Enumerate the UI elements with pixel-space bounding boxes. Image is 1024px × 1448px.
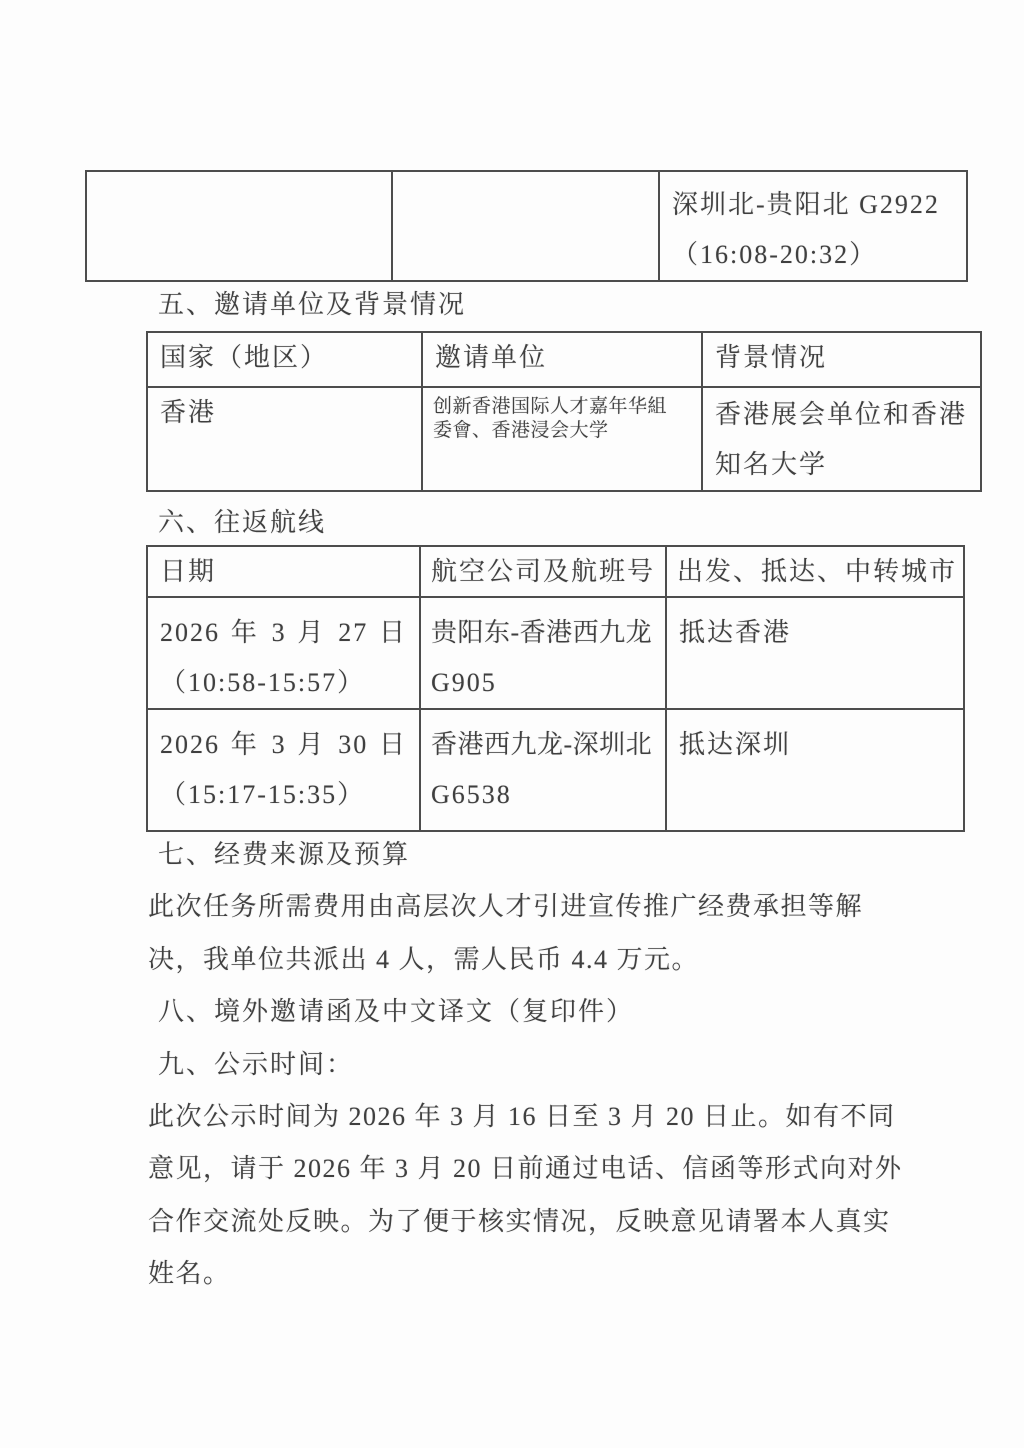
section-7-heading: 七、经费来源及预算 [158, 840, 411, 869]
section-8-heading: 八、境外邀请函及中文译文（复印件） [158, 997, 635, 1027]
flight-route-1: 贵阳东-香港西九龙 [431, 618, 653, 647]
date-text-2: 2026 年 3 月 30 日 [160, 730, 407, 759]
col-header-flight: 航空公司及航班号 [420, 546, 666, 597]
arrival-text-2: 抵达深圳 [679, 730, 792, 759]
inviter-line-2: 委會、香港浸会大学 [433, 420, 609, 441]
section-5-heading: 五、邀请单位及背景情况 [158, 290, 467, 319]
notice-paragraph-line-3: 合作交流处反映。为了便于核实情况，反映意见请署本人真实 [148, 1206, 891, 1236]
train-table-empty-cell-2 [392, 171, 659, 281]
train-table-empty-cell-1 [86, 171, 392, 281]
budget-paragraph-line-2: 决，我单位共派出 4 人，需人民币 4.4 万元。 [148, 944, 700, 974]
lower-text-block [148, 829, 903, 1301]
section-9-heading: 九、公示时间： [158, 1049, 355, 1079]
arrival-text-1: 抵达香港 [679, 618, 792, 647]
col-header-cities: 出发、抵达、中转城市 [666, 546, 964, 597]
flight-cell-1 [420, 597, 666, 709]
route-table [146, 545, 965, 832]
col-header-inviter: 邀请单位 [422, 332, 702, 387]
inviter-cell [422, 387, 702, 491]
section-6-heading: 六、往返航线 [158, 508, 327, 537]
notice-paragraph-line-4: 姓名。 [148, 1259, 231, 1289]
date-cell-2 [147, 709, 420, 831]
background-cell [702, 387, 981, 491]
flight-cell-2 [420, 709, 666, 831]
notice-paragraph-line-1: 此次公示时间为 2026 年 3 月 16 日至 3 月 20 日止。如有不同 [148, 1101, 896, 1131]
date-cell-1 [147, 597, 420, 709]
date-text-1: 2026 年 3 月 27 日 [160, 618, 407, 647]
train-schedule-table [85, 170, 968, 282]
col-header-background: 背景情况 [702, 332, 981, 387]
flight-route-2: 香港西九龙-深圳北 [431, 730, 653, 759]
background-line-2: 知名大学 [715, 450, 828, 479]
time-text-2: （15:17-15:35） [160, 780, 366, 809]
inviting-unit-table [146, 331, 982, 492]
arrival-cell-2 [666, 709, 964, 831]
flight-number-2: G6538 [431, 780, 512, 809]
background-line-1: 香港展会单位和香港 [715, 400, 968, 429]
train-time-text: （16:08-20:32） [672, 240, 878, 269]
flight-number-1: G905 [431, 668, 497, 697]
inviter-line-1: 创新香港国际人才嘉年华組 [433, 396, 668, 417]
time-text-1: （10:58-15:57） [160, 668, 366, 697]
arrival-cell-1 [666, 597, 964, 709]
notice-paragraph-line-2: 意见，请于 2026 年 3 月 20 日前通过电话、信函等形式向对外 [148, 1154, 903, 1184]
train-route-cell [659, 171, 967, 281]
budget-paragraph-line-1: 此次任务所需费用由高层次人才引进宣传推广经费承担等解 [148, 892, 864, 922]
route-row-2 [147, 709, 964, 831]
route-row-1 [147, 597, 964, 709]
train-route-text: 深圳北-贵阳北 G2922 [672, 190, 940, 219]
col-header-country: 国家（地区） [147, 332, 422, 387]
col-header-date: 日期 [147, 546, 420, 597]
country-cell: 香港 [147, 387, 422, 491]
